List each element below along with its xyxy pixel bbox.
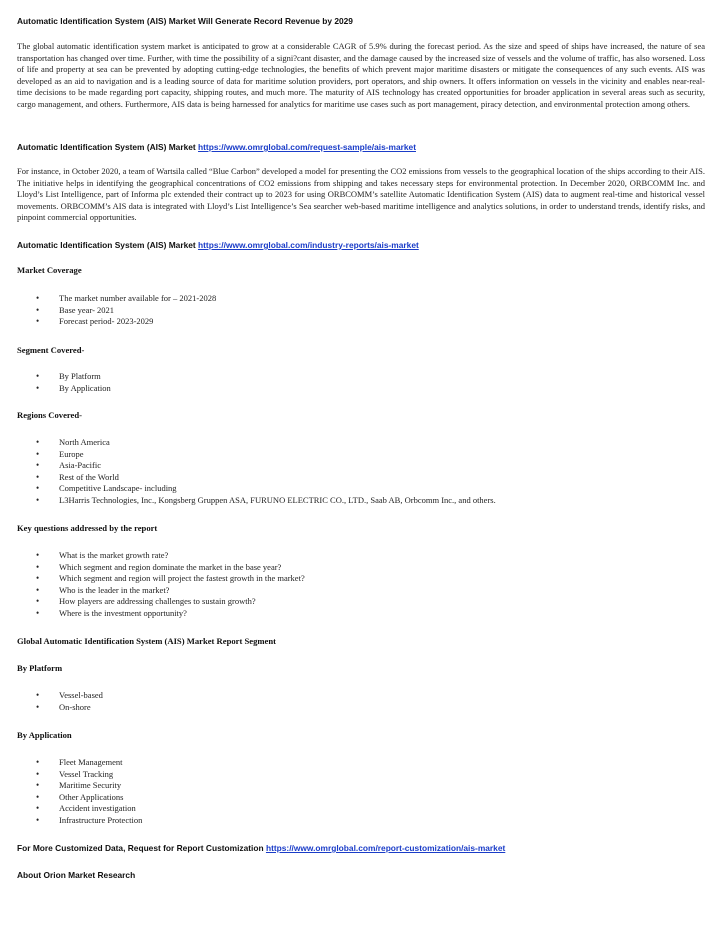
list-item-text: Forecast period- 2023-2029 bbox=[59, 316, 154, 327]
bullet-icon: • bbox=[36, 437, 40, 447]
list-item bbox=[17, 757, 142, 769]
intro-paragraph: The global automatic identification system market is anticipated to grow at a considerable CAGR of 5.9% during the forecast period. As the size and speed of ships have increased, the nature of sea transportation has changed over time. Further, with time the possibility of a signi?cant disaster, and the damage caused by the increased size of vessels and the volume of traffic, has also worsened. Loss of life and property at sea can be prevented by adopting cutting-edge technologies, the benefits of which prevent major maritime disasters or mitigate the consequences of any such events. AIS was developed as an aid to navigation and is a leading source of data for maritime solution providers, port operators, and ship owners. It offers information on vessels in the vicinity and enables near-real-time decisions to be made regarding port capacity, shipping routes, and much more. The maturity of AIS technology has created opportunities for broader application in several areas such as security, cargo management, and others. Furthermore, AIS data is being harnessed for analytics for maritime use cases such as port management, piracy detection, and environmental protection among others. bbox=[17, 41, 705, 109]
bullet-icon: • bbox=[36, 780, 40, 791]
customization-link-line bbox=[17, 843, 505, 853]
by-platform-heading: By Platform bbox=[17, 663, 63, 673]
list-item-text: Other Applications bbox=[59, 791, 124, 802]
list-item bbox=[17, 371, 111, 383]
key-questions-heading: Key questions addressed by the report bbox=[17, 523, 158, 533]
report-link-label: Automatic Identification System (AIS) Market bbox=[17, 240, 196, 250]
list-item-text: Vessel Tracking bbox=[59, 768, 114, 779]
about-heading: About Orion Market Research bbox=[17, 870, 136, 880]
list-item bbox=[17, 383, 111, 395]
by-application-heading: By Application bbox=[17, 730, 72, 740]
list-item-text: On-shore bbox=[59, 701, 91, 712]
list-item-text: Infrastructure Protection bbox=[59, 814, 143, 825]
list-item-text: By Platform bbox=[59, 371, 101, 381]
bullet-icon: • bbox=[36, 316, 40, 327]
regions-covered-list bbox=[17, 437, 496, 507]
bullet-icon: • bbox=[36, 561, 40, 572]
list-item-text: Where is the investment opportunity? bbox=[59, 607, 187, 618]
list-item bbox=[17, 769, 142, 781]
bullet-icon: • bbox=[36, 304, 40, 315]
list-item-text: Which segment and region will project the fastest growth in the market? bbox=[59, 573, 305, 584]
list-item-text: Accident investigation bbox=[59, 803, 136, 814]
list-item-text: Who is the leader in the market? bbox=[59, 584, 170, 595]
customization-link[interactable]: https://www.omrglobal.com/report-customization/ais-market bbox=[265, 843, 506, 853]
list-item bbox=[17, 449, 496, 461]
list-item bbox=[17, 596, 305, 608]
bullet-icon: • bbox=[36, 803, 40, 814]
list-item bbox=[17, 305, 216, 317]
list-item-text: What is the market growth rate? bbox=[59, 550, 169, 560]
sample-link-label: Automatic Identification System (AIS) Market bbox=[17, 142, 196, 152]
market-coverage-list bbox=[17, 293, 216, 328]
list-item bbox=[17, 495, 496, 507]
bullet-icon: • bbox=[36, 382, 40, 393]
list-item bbox=[17, 690, 103, 702]
list-item bbox=[17, 585, 305, 597]
list-item bbox=[17, 815, 142, 827]
list-item bbox=[17, 702, 103, 714]
list-item-text: The market number available for – 2021-2028 bbox=[59, 293, 217, 303]
list-item bbox=[17, 792, 142, 804]
list-item bbox=[17, 573, 305, 585]
report-link-line bbox=[17, 240, 419, 250]
bullet-icon: • bbox=[36, 768, 40, 779]
list-item-text: By Application bbox=[59, 382, 111, 393]
bullet-icon: • bbox=[36, 573, 40, 584]
sample-link-line bbox=[17, 142, 416, 152]
list-item bbox=[17, 803, 142, 815]
key-questions-list bbox=[17, 550, 305, 620]
market-coverage-heading: Market Coverage bbox=[17, 265, 82, 275]
list-item-text: Europe bbox=[59, 448, 84, 459]
bullet-icon: • bbox=[36, 460, 40, 471]
regions-covered-heading: Regions Covered- bbox=[17, 410, 83, 420]
segment-covered-heading: Segment Covered- bbox=[17, 345, 85, 355]
bullet-icon: • bbox=[36, 293, 40, 303]
list-item bbox=[17, 472, 496, 484]
list-item-text: Competitive Landscape- including bbox=[59, 483, 177, 494]
list-item bbox=[17, 316, 216, 328]
list-item-text: Rest of the World bbox=[59, 471, 119, 482]
list-item bbox=[17, 562, 305, 574]
bullet-icon: • bbox=[36, 494, 40, 505]
list-item bbox=[17, 550, 305, 562]
bullet-icon: • bbox=[36, 448, 40, 459]
list-item-text: North America bbox=[59, 437, 110, 447]
bullet-icon: • bbox=[36, 791, 40, 802]
list-item bbox=[17, 437, 496, 449]
segment-covered-list bbox=[17, 371, 111, 394]
list-item-text: Fleet Management bbox=[59, 757, 123, 767]
list-item bbox=[17, 483, 496, 495]
list-item-text: Vessel-based bbox=[59, 690, 103, 700]
list-item bbox=[17, 608, 305, 620]
list-item-text: L3Harris Technologies, Inc., Kongsberg Gruppen ASA, FURUNO ELECTRIC CO., LTD., Saab AB, Orbcomm Inc., and others. bbox=[59, 494, 496, 505]
bullet-icon: • bbox=[36, 701, 40, 712]
list-item-text: How players are addressing challenges to sustain growth? bbox=[59, 596, 256, 607]
customization-link-label: For More Customized Data, Request for Report Customization bbox=[17, 843, 264, 853]
list-item-text: Asia-Pacific bbox=[59, 460, 102, 471]
example-paragraph: For instance, in October 2020, a team of Wartsila called “Blue Carbon” developed a model for presenting the CO2 emissions from vessels to the geographical location of the ships according to their AIS. The initiative helps in identifying the geographical concentrations of CO2 emissions from shipping and takes necessary steps for environmental protection. In December 2020, ORBCOMM Inc. and Lloyd’s List Intelligence, part of Informa plc extended their contract up to 2023 for using ORBCOMM’s satellite Automatic Identification System (AIS) data to augment real-time and historical vessel movements. ORBCOMM’s AIS data is integrated with Lloyd’s List Intelligence’s Sea searcher web-based maritime intelligence and analytics solutions, in order to understand trends, identify risks, and pinpoint commercial opportunities. bbox=[17, 166, 705, 223]
list-item-text: Maritime Security bbox=[59, 780, 122, 791]
list-item bbox=[17, 780, 142, 792]
list-item bbox=[17, 460, 496, 472]
bullet-icon: • bbox=[36, 607, 40, 618]
sample-link[interactable]: https://www.omrglobal.com/request-sample/ais-market bbox=[198, 142, 416, 152]
bullet-icon: • bbox=[36, 690, 40, 700]
bullet-icon: • bbox=[36, 550, 40, 560]
bullet-icon: • bbox=[36, 596, 40, 607]
bullet-icon: • bbox=[36, 483, 40, 494]
bullet-icon: • bbox=[36, 814, 40, 825]
by-application-list bbox=[17, 757, 142, 827]
list-item-text: Which segment and region dominate the market in the base year? bbox=[59, 561, 282, 572]
bullet-icon: • bbox=[36, 757, 40, 767]
bullet-icon: • bbox=[36, 471, 40, 482]
bullet-icon: • bbox=[36, 584, 40, 595]
list-item-text: Base year- 2021 bbox=[59, 304, 115, 315]
report-link[interactable]: https://www.omrglobal.com/industry-reports/ais-market bbox=[198, 240, 419, 250]
bullet-icon: • bbox=[36, 371, 40, 381]
report-segment-heading: Global Automatic Identification System (AIS) Market Report Segment bbox=[17, 636, 276, 646]
by-platform-list bbox=[17, 690, 103, 713]
list-item bbox=[17, 293, 216, 305]
page-title: Automatic Identification System (AIS) Market Will Generate Record Revenue by 2029 bbox=[17, 16, 353, 26]
